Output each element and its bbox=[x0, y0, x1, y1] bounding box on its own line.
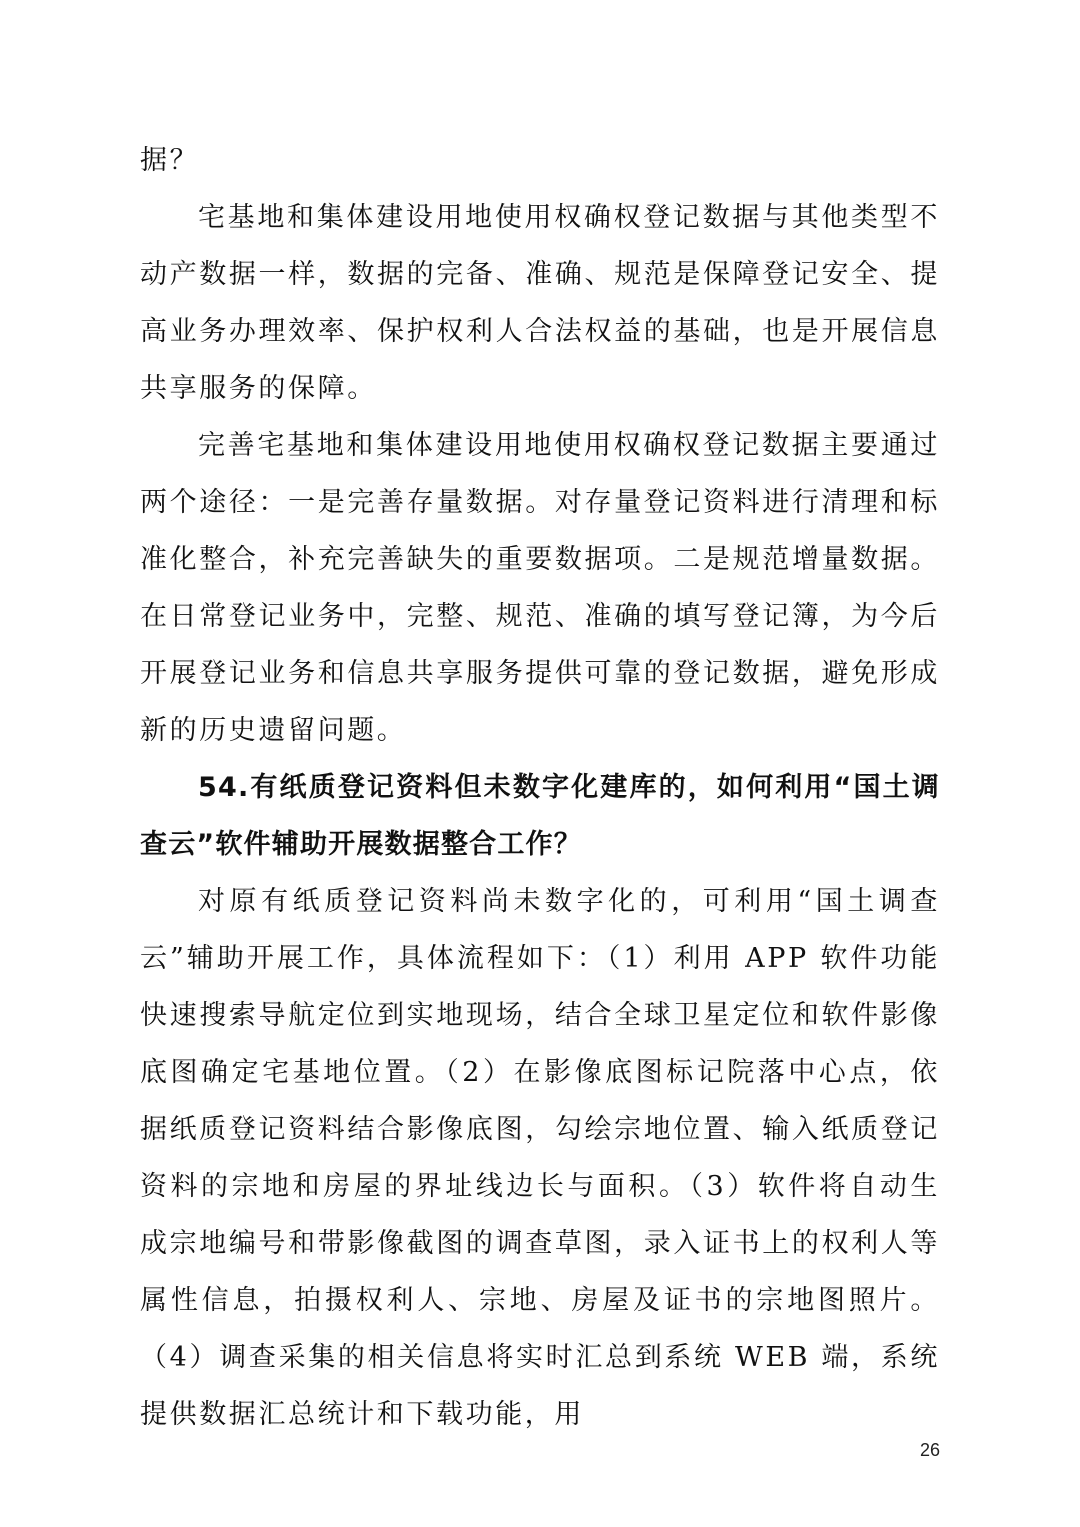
answer-paragraph-1: 宅基地和集体建设用地使用权确权登记数据与其他类型不动产数据一样，数据的完备、准确、规范是保障登记安全、提高业务办理效率、保护权利人合法权益的基础，也是开展信息共享服务的保障。 bbox=[140, 202, 940, 404]
question-54-heading: 54.有纸质登记资料但未数字化建库的，如何利用“国土调查云”软件辅助开展数据整合工作？ bbox=[140, 772, 940, 860]
page-number: 26 bbox=[919, 1440, 940, 1460]
answer-paragraph-3: 对原有纸质登记资料尚未数字化的，可利用“国土调查云”辅助开展工作，具体流程如下：（1）利用 APP 软件功能快速搜索导航定位到实地现场，结合全球卫星定位和软件影像底图确定宅基地位置。（2）在影像底图标记院落中心点，依据纸质登记资料结合影像底图，勾绘宗地位置、输入纸质登记资料的宗地和房屋的界址线边长与面积。（3）软件将自动生成宗地编号和带影像截图的调查草图，录入证书上的权利人等属性信息，拍摄权利人、宗地、房屋及证书的宗地图照片。（4）调查采集的相关信息将实时汇总到系统 WEB 端，系统提供数据汇总统计和下载功能，用 bbox=[140, 886, 940, 1430]
continued-question-tail: 据？ bbox=[140, 145, 200, 176]
answer-paragraph-2: 完善宅基地和集体建设用地使用权确权登记数据主要通过两个途径：一是完善存量数据。对存量登记资料进行清理和标准化整合，补充完善缺失的重要数据项。二是规范增量数据。在日常登记业务中，完整、规范、准确的填写登记簿，为今后开展登记业务和信息共享服务提供可靠的登记数据，避免形成新的历史遗留问题。 bbox=[140, 430, 940, 746]
